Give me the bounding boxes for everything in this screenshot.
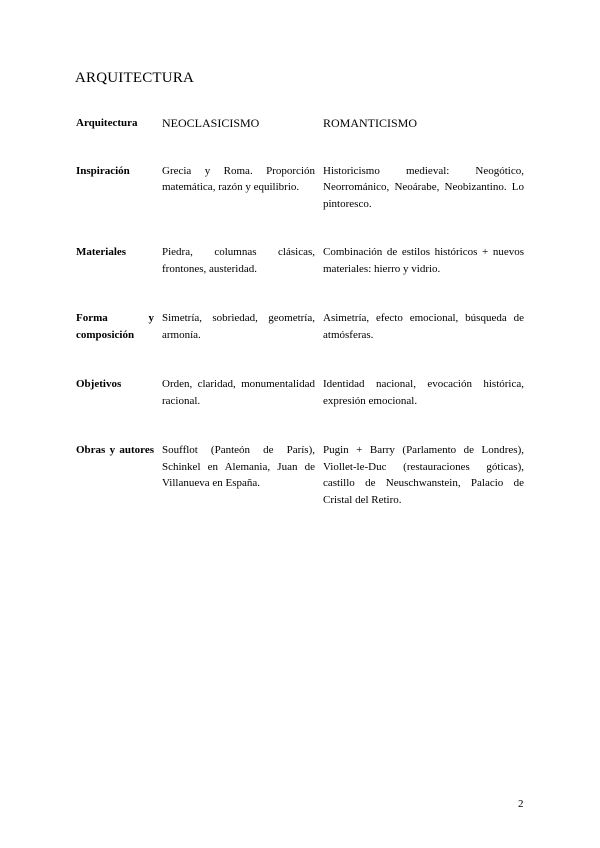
- cell-neoclasicismo: Orden, claridad, monumentalidad racional.: [162, 378, 315, 407]
- cell-neoclasicismo: Soufflot (Panteón de París), Schinkel en Alemania, Juan de Villanueva en España.: [162, 444, 315, 489]
- table-row-materiales: [72, 244, 528, 310]
- table-row-forma: [72, 310, 528, 376]
- table-header-row: [72, 115, 528, 163]
- cell-neoclasicismo: Simetría, sobriedad, geometría, armonía.: [162, 312, 315, 341]
- table-row-objetivos: [72, 376, 528, 442]
- row-label: Materiales: [76, 246, 127, 258]
- page-number: 2: [518, 798, 524, 810]
- cell-romanticismo: Asimetría, efecto emocional, búsqueda de atmósferas.: [323, 312, 524, 341]
- header-neoclasicismo: NEOCLASICISMO: [162, 116, 260, 130]
- header-romanticismo: ROMANTICISMO: [323, 116, 418, 130]
- row-label: Objetivos: [76, 378, 122, 390]
- table-row-obras: [72, 442, 528, 541]
- header-arquitectura: Arquitectura: [76, 117, 138, 129]
- cell-neoclasicismo: Grecia y Roma. Proporción matemática, razón y equilibrio.: [162, 164, 315, 193]
- cell-romanticismo: Identidad nacional, evocación histórica, expresión emocional.: [323, 378, 524, 407]
- row-label: Forma y composición: [76, 312, 154, 341]
- row-label: Obras y autores: [76, 444, 154, 456]
- cell-romanticismo: Historicismo medieval: Neogótico, Neorrománico, Neoárabe, Neobizantino. Lo pintoresco.: [323, 164, 524, 210]
- cell-romanticismo: Combinación de estilos históricos + nuevos materiales: hierro y vidrio.: [323, 246, 524, 275]
- table-row-inspiracion: [72, 163, 528, 245]
- page-title: ARQUITECTURA: [75, 70, 195, 86]
- cell-romanticismo: Pugin + Barry (Parlamento de Londres), Viollet-le-Duc (restauraciones góticas), castillo de Neuschwanstein, Palacio de Cristal del Retiro.: [323, 444, 524, 506]
- cell-neoclasicismo: Piedra, columnas clásicas, frontones, austeridad.: [162, 246, 315, 275]
- row-label: Inspiración: [76, 164, 130, 177]
- comparison-table: [72, 115, 528, 541]
